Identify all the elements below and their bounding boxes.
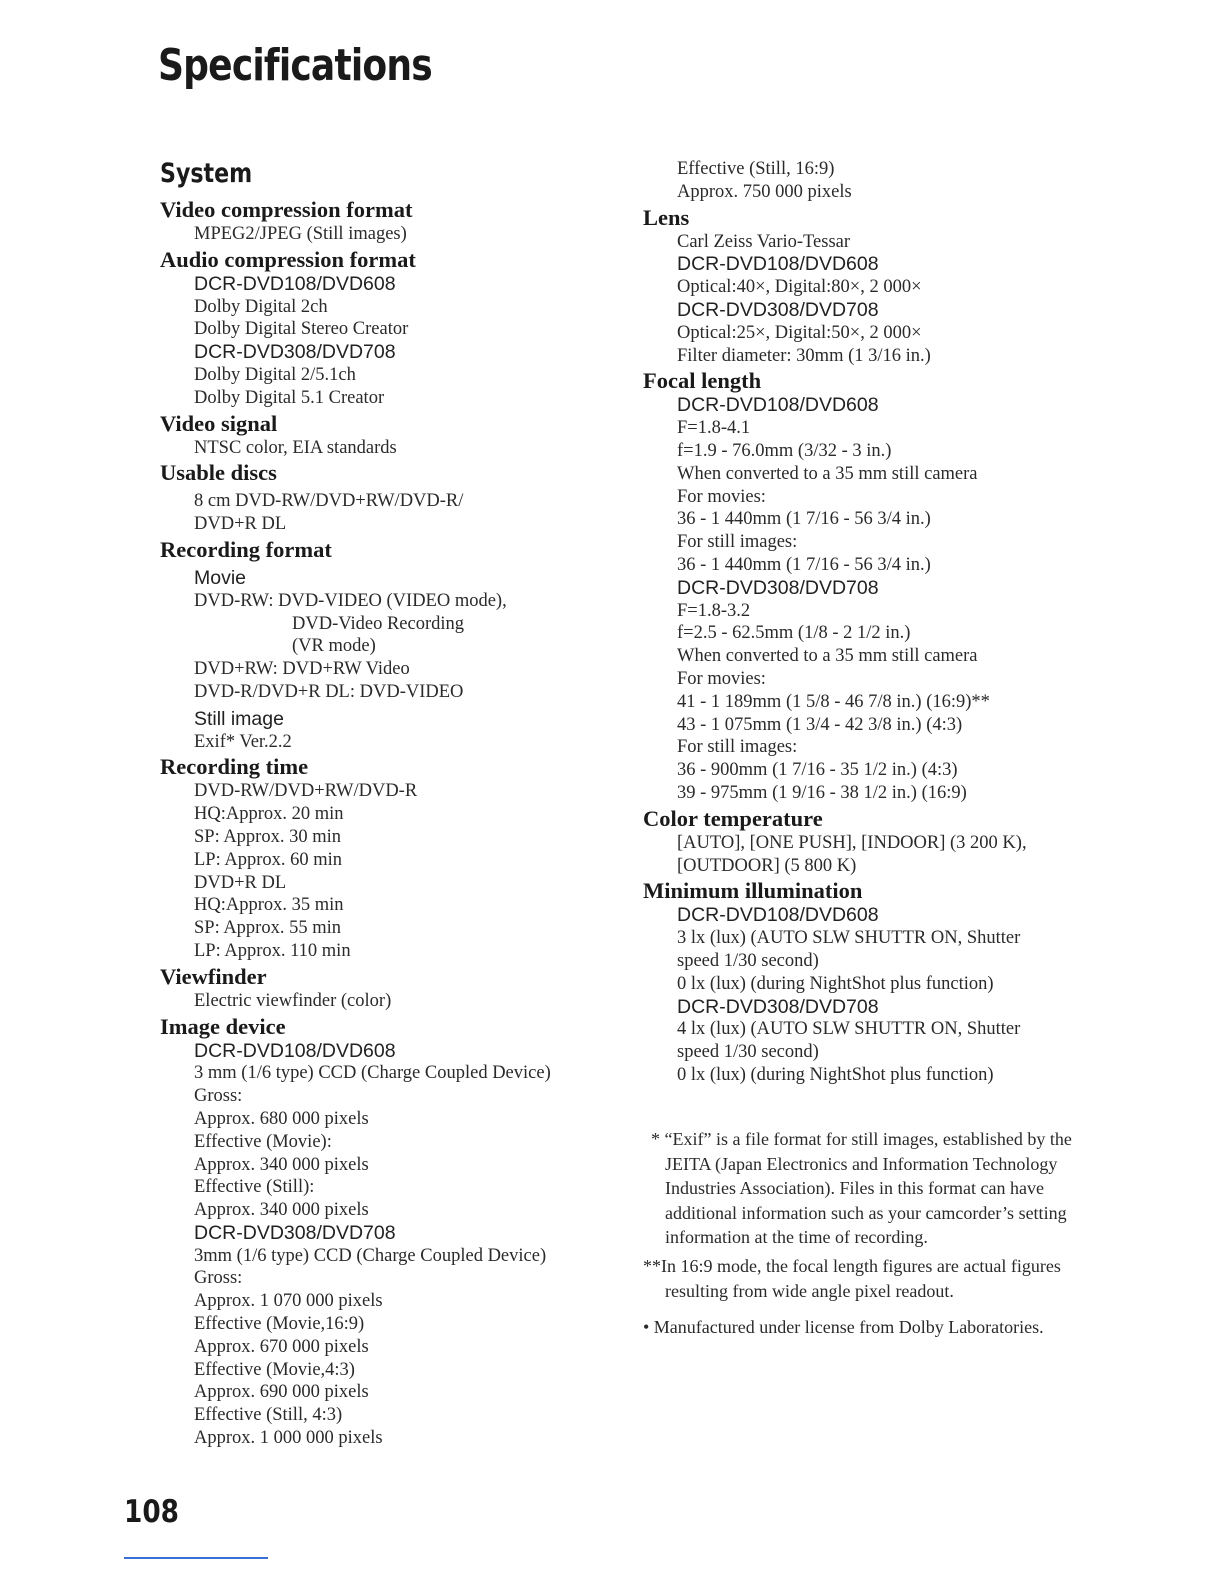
spec-heading: Focal length [643, 368, 762, 394]
spec-line: speed 1/30 second) [677, 950, 819, 971]
model-label: DCR-DVD308/DVD708 [677, 995, 879, 1018]
spec-line: LP: Approx. 110 min [194, 940, 351, 961]
model-label: DCR-DVD308/DVD708 [194, 1221, 396, 1244]
spec-line: DVD-Video Recording [292, 613, 465, 634]
model-label: DCR-DVD308/DVD708 [677, 298, 879, 321]
spec-heading: Video signal [160, 410, 278, 436]
footnote-focal-length: **In 16:9 mode, the focal length figures are actual figures resulting from wide angle pixel readout. [643, 1255, 1061, 1301]
spec-line: Approx. 680 000 pixels [194, 1108, 369, 1129]
footnotes [643, 1127, 1083, 1340]
spec-line: (VR mode) [292, 636, 376, 657]
model-label: DCR-DVD108/DVD608 [194, 1039, 396, 1062]
footnote-exif: * “Exif” is a file format for still images, established by the JEITA (Japan Electronics and Information Technology Industries Association). Files in this format can have additional information such as your camcorder’s setting information at the time of recording. [651, 1129, 1072, 1248]
spec-line: Dolby Digital Stereo Creator [194, 319, 409, 340]
right-spec-column [643, 158, 1083, 1087]
model-label: DCR-DVD308/DVD708 [677, 576, 879, 599]
spec-line: speed 1/30 second) [677, 1042, 819, 1063]
spec-line: 4 lx (lux) (AUTO SLW SHUTTR ON, Shutter [677, 1019, 1021, 1040]
spec-line: DVD-R/DVD+R DL: DVD-VIDEO [194, 681, 464, 702]
spec-line: 36 - 1 440mm (1 7/16 - 56 3/4 in.) [677, 509, 931, 530]
spec-heading: Recording format [160, 536, 332, 562]
spec-line: Gross: [194, 1086, 243, 1107]
spec-line: Filter diameter: 30mm (1 3/16 in.) [677, 345, 931, 366]
spec-line: [OUTDOOR] (5 800 K) [677, 855, 857, 876]
spec-line: Effective (Movie): [194, 1131, 332, 1152]
spec-line: f=1.9 - 76.0mm (3/32 - 3 in.) [677, 440, 892, 461]
spec-line: f=2.5 - 62.5mm (1/8 - 2 1/2 in.) [677, 623, 911, 644]
spec-line: 3 mm (1/6 type) CCD (Charge Coupled Device) [194, 1063, 551, 1084]
spec-line: [AUTO], [ONE PUSH], [INDOOR] (3 200 K), [677, 832, 1027, 853]
spec-line: Dolby Digital 2ch [194, 296, 328, 317]
spec-heading: Image device [160, 1013, 286, 1039]
spec-line: Approx. 340 000 pixels [194, 1154, 369, 1175]
spec-line: F=1.8-3.2 [677, 600, 751, 621]
spec-line: Approx. 340 000 pixels [194, 1200, 369, 1221]
spec-line: For movies: [677, 668, 766, 689]
page-title: Specifications [158, 40, 432, 91]
model-label: DCR-DVD108/DVD608 [677, 904, 879, 927]
spec-line: When converted to a 35 mm still camera [677, 646, 978, 667]
model-label: DCR-DVD108/DVD608 [677, 253, 879, 276]
spec-line: Electric viewfinder (color) [194, 990, 392, 1011]
spec-heading: Color temperature [643, 805, 823, 831]
model-label: DCR-DVD108/DVD608 [677, 394, 879, 417]
spec-line: Dolby Digital 5.1 Creator [194, 387, 385, 408]
spec-line: Carl Zeiss Vario-Tessar [677, 231, 851, 252]
spec-heading: Lens [643, 204, 690, 230]
spec-line: Approx. 750 000 pixels [677, 181, 852, 202]
footer-rule [124, 1557, 268, 1559]
spec-line: For still images: [677, 737, 798, 758]
spec-line: MPEG2/JPEG (Still images) [194, 224, 407, 244]
spec-line: Effective (Movie,4:3) [194, 1359, 355, 1380]
spec-heading: Usable discs [160, 460, 277, 486]
spec-line: LP: Approx. 60 min [194, 849, 343, 870]
spec-line: 0 lx (lux) (during NightShot plus function) [677, 973, 994, 994]
spec-line: F=1.8-4.1 [677, 418, 751, 439]
spec-heading: Viewfinder [160, 963, 267, 989]
spec-line: Effective (Still, 16:9) [677, 159, 835, 179]
spec-line: DVD+RW: DVD+RW Video [194, 659, 410, 680]
dolby-license-note: • Manufactured under license from Dolby Laboratories. [643, 1317, 1044, 1338]
spec-line: DVD+R DL [194, 514, 287, 535]
spec-line: Approx. 1 000 000 pixels [194, 1428, 383, 1449]
spec-heading: Recording time [160, 754, 309, 780]
model-label: DCR-DVD308/DVD708 [194, 341, 396, 364]
section-title: System [160, 158, 253, 189]
spec-line: SP: Approx. 30 min [194, 826, 341, 847]
spec-line: 39 - 975mm (1 9/16 - 38 1/2 in.) (16:9) [677, 782, 967, 803]
page-number: 108 [124, 1494, 180, 1530]
spec-line: DVD-RW/DVD+RW/DVD-R [194, 781, 418, 802]
spec-line: HQ:Approx. 20 min [194, 804, 344, 825]
spec-heading: Audio compression format [160, 246, 416, 272]
spec-line: DVD-RW: DVD-VIDEO (VIDEO mode), [194, 590, 507, 611]
model-label: DCR-DVD108/DVD608 [194, 272, 396, 295]
spec-line: Approx. 670 000 pixels [194, 1336, 369, 1357]
spec-line: For movies: [677, 486, 766, 507]
spec-line: Exif* Ver.2.2 [194, 731, 292, 752]
spec-line: Optical:25×, Digital:50×, 2 000× [677, 322, 922, 343]
spec-line: 41 - 1 189mm (1 5/8 - 46 7/8 in.) (16:9)** [677, 691, 990, 712]
spec-line: 8 cm DVD-RW/DVD+RW/DVD-R/ [194, 491, 464, 512]
spec-line: Approx. 690 000 pixels [194, 1382, 369, 1403]
spec-line: Effective (Movie,16:9) [194, 1314, 365, 1335]
spec-heading: Video compression format [160, 197, 413, 222]
left-spec-column [160, 196, 620, 1450]
spec-line: Optical:40×, Digital:80×, 2 000× [677, 277, 922, 298]
spec-line: 3 lx (lux) (AUTO SLW SHUTTR ON, Shutter [677, 928, 1021, 949]
spec-line: NTSC color, EIA standards [194, 437, 397, 458]
spec-line: SP: Approx. 55 min [194, 918, 341, 939]
spec-line: Gross: [194, 1268, 243, 1289]
spec-line: 3mm (1/6 type) CCD (Charge Coupled Device) [194, 1245, 547, 1266]
model-label: Movie [194, 566, 247, 589]
spec-line: DVD+R DL [194, 872, 287, 893]
spec-line: Effective (Still, 4:3) [194, 1405, 343, 1426]
spec-line: 36 - 900mm (1 7/16 - 35 1/2 in.) (4:3) [677, 760, 958, 781]
spec-line: 43 - 1 075mm (1 3/4 - 42 3/8 in.) (4:3) [677, 714, 963, 735]
spec-line: Dolby Digital 2/5.1ch [194, 364, 356, 385]
spec-line: Approx. 1 070 000 pixels [194, 1291, 383, 1312]
spec-heading: Minimum illumination [643, 878, 863, 904]
spec-line: 36 - 1 440mm (1 7/16 - 56 3/4 in.) [677, 554, 931, 575]
spec-line: HQ:Approx. 35 min [194, 895, 344, 916]
spec-line: Effective (Still): [194, 1177, 315, 1198]
spec-line: When converted to a 35 mm still camera [677, 463, 978, 484]
model-label: Still image [194, 707, 284, 730]
spec-line: 0 lx (lux) (during NightShot plus function) [677, 1064, 994, 1085]
spec-line: For still images: [677, 532, 798, 553]
